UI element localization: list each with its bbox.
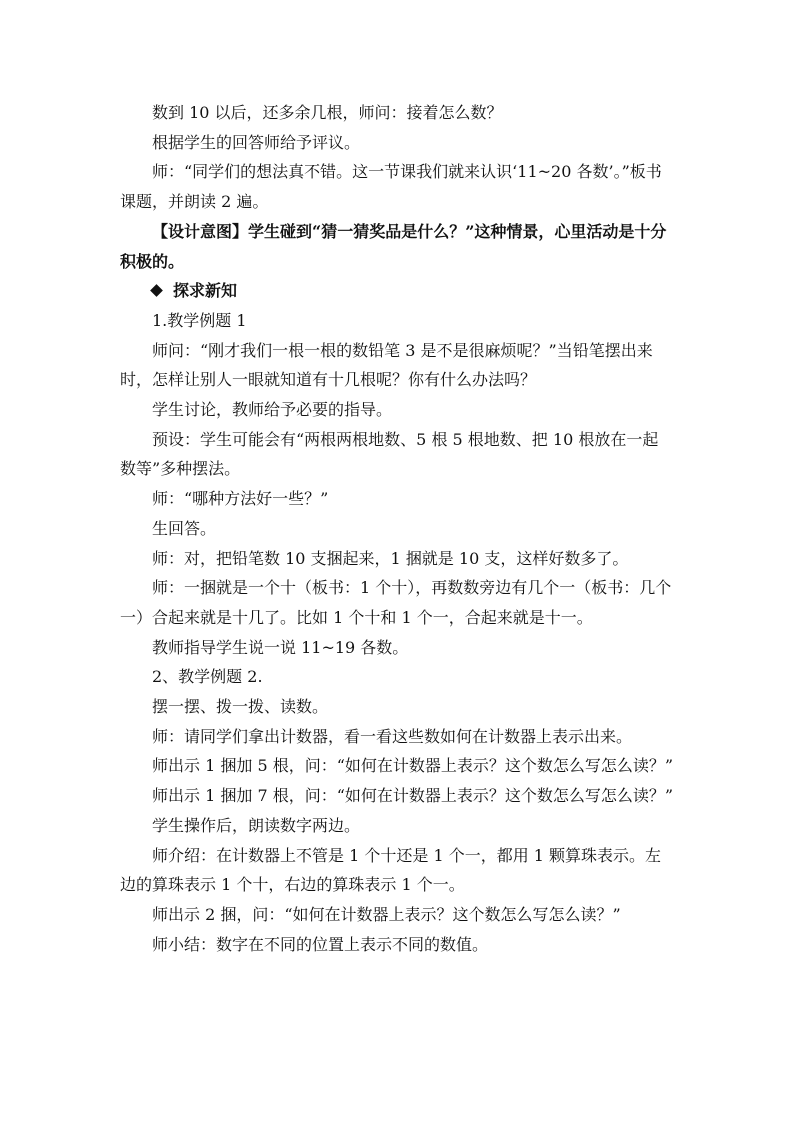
paragraph: 师出示 1 捆加 7 根，问：“如何在计数器上表示？这个数怎么写怎么读？” (152, 786, 674, 806)
document-body (120, 98, 674, 959)
paragraph: 预设：学生可能会有“两根两根地数、5 根 5 根地数、把 10 根放在一起数等”多种摆法。 (120, 429, 659, 479)
paragraph: 教师指导学生说一说 11~19 各数。 (152, 637, 409, 657)
design-intent-paragraph: 【设计意图】学生碰到“猜一猜奖品是什么？”这种情景，心里活动是十分积极的。 (120, 221, 667, 271)
section-heading-text: 探求新知 (173, 281, 238, 301)
paragraph: 生回答。 (152, 518, 217, 538)
paragraph: 师：对，把铅笔数 10 支捆起来，1 捆就是 10 支，这样好数多了。 (152, 548, 629, 568)
paragraph: 师：“同学们的想法真不错。这一节课我们就来认识‘11~20 各数’。”板书课题，并朗读 2 遍。 (120, 162, 662, 212)
section-heading (120, 276, 674, 306)
paragraph: 数到 10 以后，还多余几根，师问：接着怎么数？ (152, 103, 503, 122)
paragraph: 师：“哪种方法好一些？” (152, 489, 329, 509)
paragraph: 学生讨论，教师给予必要的指导。 (152, 400, 393, 420)
paragraph: 师小结：数字在不同的位置上表示不同的数值。 (152, 934, 489, 954)
paragraph: 师问：“刚才我们一根一根的数铅笔 3 是不是很麻烦呢？”当铅笔摆出来时，怎样让别人一眼就知道有十几根呢？你有什么办法吗？ (120, 340, 653, 390)
paragraph: 摆一摆、拨一拨、读数。 (152, 697, 329, 717)
paragraph: 师：一捆就是一个十（板书：1 个十），再数数旁边有几个一（板书：几个一）合起来就是十几了。比如 1 个十和 1 个一，合起来就是十一。 (120, 578, 672, 627)
paragraph: 根据学生的回答师给予评议。 (152, 132, 361, 152)
paragraph: 学生操作后，朗读数字两边。 (152, 815, 361, 835)
paragraph: 师出示 2 捆，问：“如何在计数器上表示？这个数怎么写怎么读？” (152, 904, 621, 924)
paragraph: 2、教学例题 2. (152, 667, 263, 687)
paragraph: 师：请同学们拿出计数器，看一看这些数如何在计数器上表示出来。 (152, 726, 633, 746)
paragraph: 1.教学例题 1 (152, 310, 247, 330)
paragraph: 师出示 1 捆加 5 根，问：“如何在计数器上表示？这个数怎么写怎么读？” (152, 756, 674, 776)
diamond-bullet-icon (150, 284, 163, 297)
paragraph: 师介绍：在计数器上不管是 1 个十还是 1 个一，都用 1 颗算珠表示。左边的算珠表示 1 个十，右边的算珠表示 1 个一。 (120, 845, 662, 895)
